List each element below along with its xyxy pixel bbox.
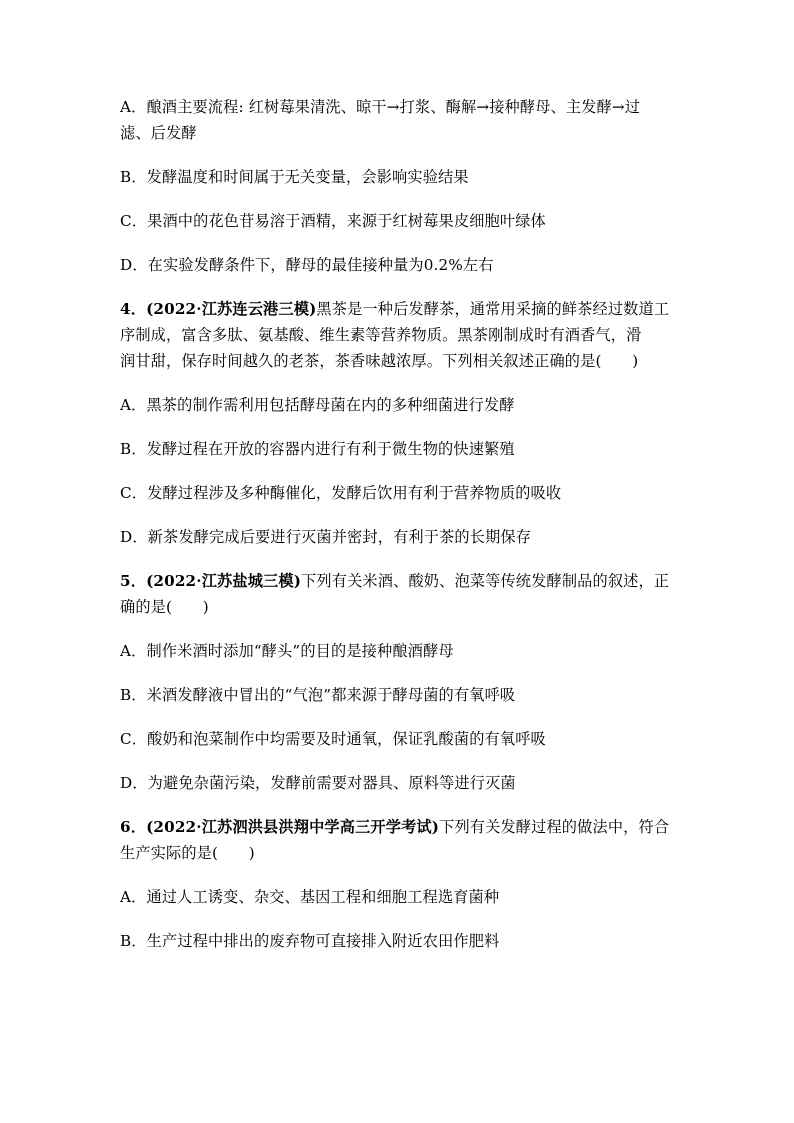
q5-stem-text1: 下列有关米酒、酸奶、泡菜等传统发酵制品的叙述，正 [301,572,670,590]
q4-stem-text1: 黑茶是一种后发酵茶，通常用采摘的鲜茶经过数道工 [316,300,670,318]
q6-number: 6． [120,818,147,836]
q4-stem-line1 [120,296,680,322]
q5-stem-line2: 确的是( ) [120,598,209,616]
q6-stem-line1 [120,814,680,840]
q4-stem-line3: 润甘甜，保存时间越久的老茶，茶香味越浓厚。下列相关叙述正确的是( ) [120,352,639,370]
q6-stem [120,814,680,866]
q4-stem-line2: 序制成，富含多肽、氨基酸、维生素等营养物质。黑茶刚制成时有酒香气，滑 [120,326,642,344]
q4-option-a: A．黑茶的制作需利用包括酵母菌在内的多种细菌进行发酵 [120,396,515,414]
q3-option-d: D．在实验发酵条件下，酵母的最佳接种量为0.2%左右 [120,256,494,274]
q3-option-b: B．发酵温度和时间属于无关变量，会影响实验结果 [120,168,469,186]
q6-source: (2022·江苏泗洪县洪翔中学高三开学考试) [146,818,440,836]
q6-option-a: A．通过人工诱变、杂交、基因工程和细胞工程选育菌种 [120,888,500,906]
q3-option-a-line2: 滤、后发酵 [120,124,197,142]
q4-option-c: C．发酵过程涉及多种酶催化，发酵后饮用有利于营养物质的吸收 [120,484,562,502]
q5-option-b: B．米酒发酵液中冒出的“气泡”都来源于酵母菌的有氧呼吸 [120,686,516,704]
q5-number: 5． [120,572,147,590]
q6-option-b: B．生产过程中排出的废弃物可直接排入附近农田作肥料 [120,932,500,950]
q5-option-d: D．为避免杂菌污染，发酵前需要对器具、原料等进行灭菌 [120,774,516,792]
q5-option-a: A．制作米酒时添加“酵头”的目的是接种酿酒酵母 [120,642,454,660]
q4-stem [120,296,680,374]
q4-number: 4． [120,300,147,318]
q5-source: (2022·江苏盐城三模) [146,572,302,590]
q3-option-a [120,94,680,146]
q5-stem-line1 [120,568,680,594]
q3-option-c: C．果酒中的花色苷易溶于酒精，来源于红树莓果皮细胞叶绿体 [120,212,546,230]
q5-option-c: C．酸奶和泡菜制作中均需要及时通氧，保证乳酸菌的有氧呼吸 [120,730,546,748]
document-page [120,94,680,972]
q4-source: (2022·江苏连云港三模) [146,300,317,318]
q4-option-b: B．发酵过程在开放的容器内进行有利于微生物的快速繁殖 [120,440,515,458]
q5-stem [120,568,680,620]
q6-stem-line2: 生产实际的是( ) [120,844,255,862]
q6-stem-text1: 下列有关发酵过程的做法中，符合 [439,818,670,836]
q3-option-a-line1: A．酿酒主要流程: 红树莓果清洗、晾干→打浆、酶解→接种酵母、主发酵→过 [120,98,641,116]
q4-option-d: D．新茶发酵完成后要进行灭菌并密封，有利于茶的长期保存 [120,528,532,546]
